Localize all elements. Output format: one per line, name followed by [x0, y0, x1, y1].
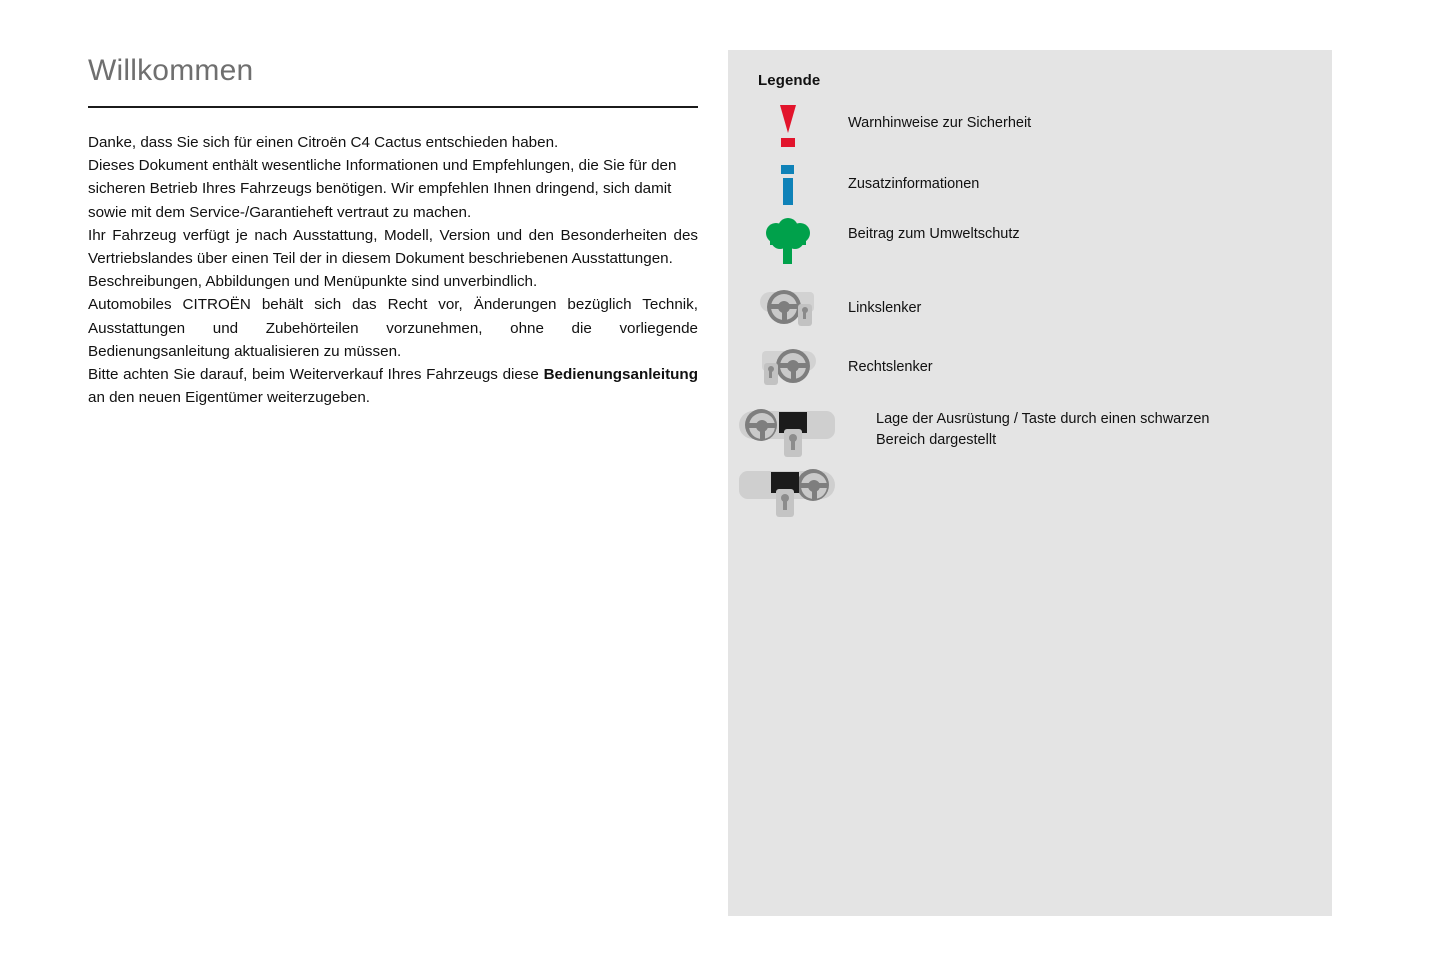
welcome-section — [88, 52, 698, 409]
legend-icon-cell — [728, 105, 848, 147]
legend-icon-cell — [728, 405, 848, 457]
legend-label-right-hand-drive: Rechtslenker — [848, 359, 933, 375]
welcome-paragraph-3: Ihr Fahrzeug verfügt je nach Ausstattung, Modell, Version und den Besonderheiten des Vertriebslandes über einen Teil der in diesem Dokument beschriebenen Ausstattungen. — [88, 226, 698, 268]
legend-panel — [728, 50, 1332, 916]
legend-item-equipment-location — [728, 405, 1332, 457]
legend-icon-cell — [728, 288, 848, 328]
steering-wheel-right-icon — [760, 347, 816, 387]
legend-item-left-hand-drive — [728, 288, 1332, 328]
dashboard-black-area-icon — [739, 405, 837, 457]
page-title: Willkommen — [88, 54, 254, 87]
welcome-body — [88, 131, 698, 409]
resale-text-after: an den neuen Eigentümer weiterzugeben. — [88, 389, 371, 407]
legend-item-right-hand-drive — [728, 347, 1332, 387]
welcome-paragraph-2: Dieses Dokument enthält wesentliche Informationen und Empfehlungen, die Sie für den sicheren Betrieb Ihres Fahrzeugs benötigen. Wir empfehlen Ihnen dringend, sich damit sowie mit dem Service-/Garantieheft vertraut zu machen. — [88, 157, 677, 221]
legend-icon-cell — [728, 165, 848, 205]
welcome-paragraph-4: Beschreibungen, Abbildungen und Menüpunkte sind unverbindlich. — [88, 273, 538, 291]
information-i-icon — [780, 165, 796, 205]
steering-wheel-left-icon — [760, 288, 816, 328]
legend-title: Legende — [758, 72, 821, 89]
welcome-paragraph-5: Automobiles CITROËN behält sich das Recht vor, Änderungen bezüglich Technik, Ausstattungen und Zubehörteilen vorzunehmen, ohne die vorliegende Bedienungsanleitung aktualisieren zu müssen. — [88, 296, 698, 360]
legend-label-environment: Beitrag zum Umweltschutz — [848, 226, 1020, 242]
legend-icon-cell — [728, 465, 848, 517]
legend-item-warning — [728, 105, 1332, 147]
tree-environment-icon — [766, 218, 810, 264]
title-divider — [88, 106, 698, 108]
dashboard-black-area-mirrored-icon — [739, 465, 837, 517]
legend-label-left-hand-drive: Linkslenker — [848, 300, 922, 316]
legend-icon-cell — [728, 218, 848, 264]
manual-bold-term: Bedienungsanleitung — [543, 366, 698, 384]
legend-item-info — [728, 165, 1332, 205]
resale-text-before: Bitte achten Sie darauf, beim Weiterverkauf Ihres Fahrzeugs diese — [88, 366, 544, 384]
legend-item-environment — [728, 218, 1332, 264]
legend-label-equipment-location: Lage der Ausrüstung / Taste durch einen schwarzen Bereich dargestellt — [876, 411, 1210, 448]
legend-icon-cell — [728, 347, 848, 387]
warning-exclamation-icon — [777, 105, 799, 147]
legend-label-warning: Warnhinweise zur Sicherheit — [848, 115, 1032, 131]
welcome-paragraph-1: Danke, dass Sie sich für einen Citroën C4 Cactus entschieden haben. — [88, 134, 559, 151]
welcome-paragraph-6 — [88, 363, 698, 409]
legend-item-equipment-location-mirrored — [728, 465, 1332, 517]
legend-label-info: Zusatzinformationen — [848, 176, 980, 192]
